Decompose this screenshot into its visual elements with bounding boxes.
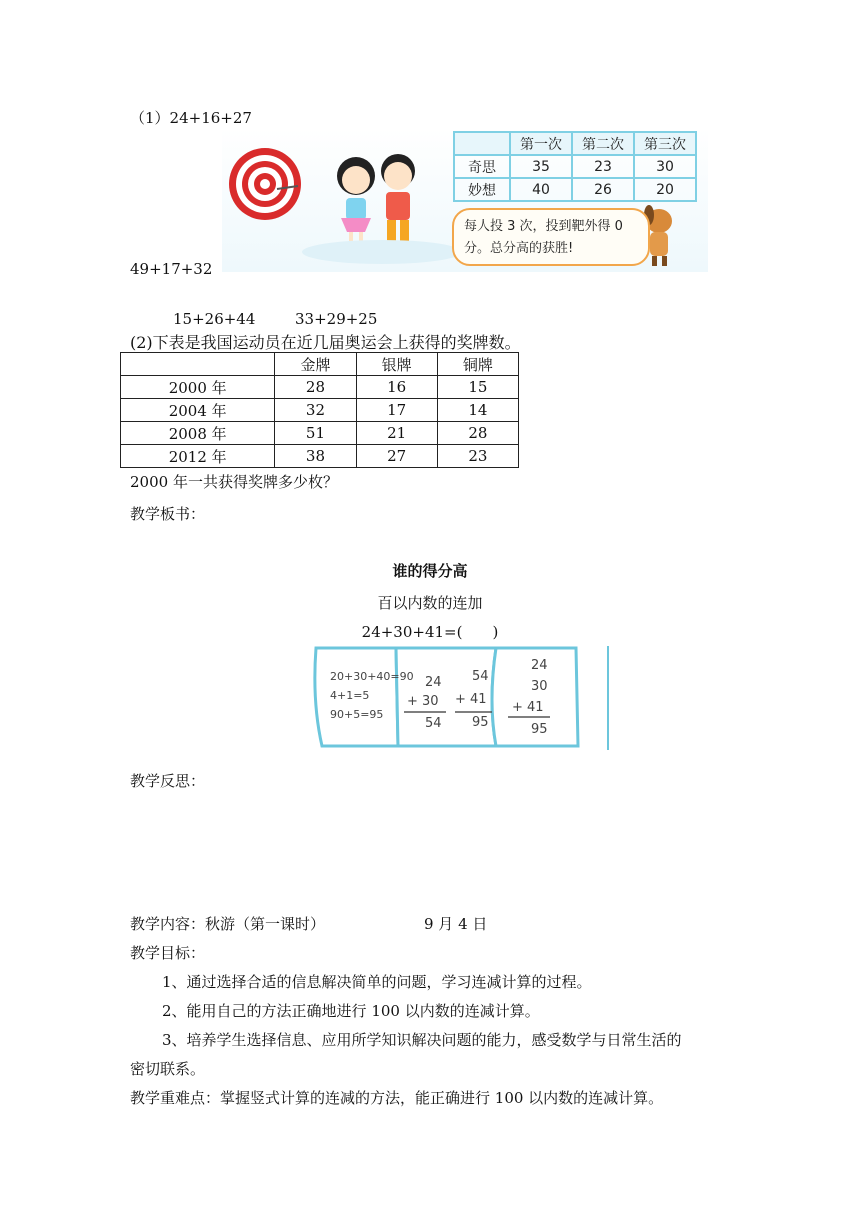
panel2a-bottom: + 30: [407, 694, 439, 709]
score-row-name: 妙想: [454, 178, 510, 201]
year-cell: 2012 年: [121, 445, 275, 468]
panel1-line2: 4+1=5: [330, 689, 370, 702]
panel3-result: 95: [531, 722, 548, 737]
exercise-1-label: （1）24+16+27: [130, 109, 252, 127]
reflection-label: 教学反思：: [130, 772, 206, 790]
board-label: 教学板书：: [130, 505, 206, 523]
panel2b-top: 54: [472, 669, 489, 684]
silver-cell: 27: [356, 445, 437, 468]
table-row: [121, 376, 519, 399]
panel1-line3: 90+5=95: [330, 708, 384, 721]
exercise-2-label: (2)下表是我国运动员在近几届奥运会上获得的奖牌数。: [130, 333, 521, 352]
score-cell: 23: [572, 155, 634, 178]
board-subtitle: 百以内数的连加: [377, 594, 483, 612]
year-cell: 2008 年: [121, 422, 275, 445]
panel2a-result: 54: [425, 716, 442, 731]
board-equation: 24+30+41=( ): [361, 623, 499, 641]
table-row: [121, 422, 519, 445]
bronze-cell: 14: [437, 399, 518, 422]
table-row: [121, 445, 519, 468]
goals-label: 教学目标：: [130, 944, 206, 962]
table-row: [121, 399, 519, 422]
silver-cell: 16: [356, 376, 437, 399]
gold-cell: 51: [275, 422, 356, 445]
header-blank: [121, 353, 275, 376]
score-row-name: 奇思: [454, 155, 510, 178]
score-table: [453, 131, 697, 202]
board-title: 谁的得分高: [392, 562, 468, 580]
score-cell: 40: [510, 178, 572, 201]
notebook-panels: [300, 642, 610, 754]
panel1-line1: 20+30+40=90: [330, 670, 414, 683]
score-header-blank: [454, 132, 510, 155]
speech-bubble: 每人投 3 次，投到靶外得 0 分。总分高的获胜!: [452, 208, 650, 266]
medal-question: 2000 年一共获得奖牌多少枚？: [130, 473, 338, 491]
goal-3-line2: 密切联系。: [130, 1060, 206, 1078]
lesson-content: 教学内容：秋游（第一课时）: [130, 915, 326, 933]
goal-1: 1、通过选择合适的信息解决简单的问题，学习连减计算的过程。: [162, 973, 592, 991]
bronze-cell: 23: [437, 445, 518, 468]
panel3-n2: 30: [531, 679, 548, 694]
goal-3-line1: 3、培养学生选择信息、应用所学知识解决问题的能力，感受数学与日常生活的: [162, 1031, 682, 1049]
expression-b: 15+26+44: [173, 310, 256, 328]
score-header-2: 第二次: [572, 132, 634, 155]
lesson-date: 9 月 4 日: [424, 915, 488, 933]
score-header-1: 第一次: [510, 132, 572, 155]
header-bronze: 铜牌: [437, 353, 518, 376]
panel2a-top: 24: [425, 675, 442, 690]
expression-a: 49+17+32: [130, 260, 213, 278]
boy-figure-icon: [381, 154, 415, 246]
key-points: 教学重难点：掌握竖式计算的连减的方法，能正确进行 100 以内数的连减计算。: [130, 1089, 664, 1107]
medals-table: [120, 352, 519, 468]
panel2b-result: 95: [472, 715, 489, 730]
score-cell: 30: [634, 155, 696, 178]
header-silver: 银牌: [356, 353, 437, 376]
score-cell: 20: [634, 178, 696, 201]
score-header-3: 第三次: [634, 132, 696, 155]
panel2b-bottom: + 41: [455, 692, 487, 707]
gold-cell: 38: [275, 445, 356, 468]
bronze-cell: 28: [437, 422, 518, 445]
silver-cell: 21: [356, 422, 437, 445]
score-cell: 35: [510, 155, 572, 178]
table-header-row: [121, 353, 519, 376]
silver-cell: 17: [356, 399, 437, 422]
girl-figure-icon: [337, 157, 375, 246]
year-cell: 2000 年: [121, 376, 275, 399]
panel3-n1: 24: [531, 658, 548, 673]
score-cell: 26: [572, 178, 634, 201]
header-gold: 金牌: [275, 353, 356, 376]
expression-c: 33+29+25: [295, 310, 378, 328]
gold-cell: 32: [275, 399, 356, 422]
bronze-cell: 15: [437, 376, 518, 399]
goal-2: 2、能用自己的方法正确地进行 100 以内数的连减计算。: [162, 1002, 540, 1020]
gold-cell: 28: [275, 376, 356, 399]
year-cell: 2004 年: [121, 399, 275, 422]
panel3-n3: + 41: [512, 700, 544, 715]
